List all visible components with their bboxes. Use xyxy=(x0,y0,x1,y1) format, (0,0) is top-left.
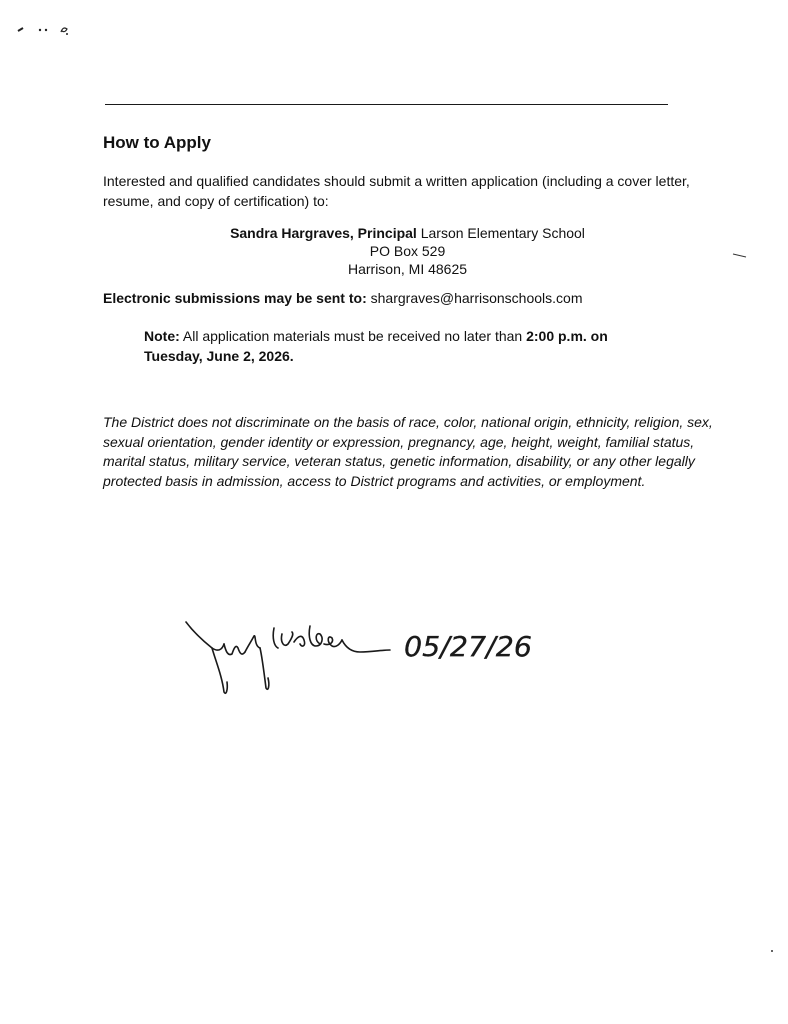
section-heading: How to Apply xyxy=(103,133,211,152)
handwritten-signature-and-date xyxy=(182,612,542,697)
submission-email: shargraves@harrisonschools.com xyxy=(370,290,583,306)
school-name: Larson Elementary School xyxy=(420,225,585,241)
note-text: All application materials must be received no later than xyxy=(182,328,523,344)
non-discrimination-statement: The District does not discriminate on the basis of race, color, national origin, ethnicity, religion, sex, sexual orientation, gender identity or expression, pregnancy, age, height, weight, familial status, marital status, military service, veteran status, genetic information, disability, or any other legally protected basis in admission, access to District programs and activities, or employment. xyxy=(103,414,713,489)
intro-paragraph: Interested and qualified candidates should submit a written application (including a cover letter, resume, and copy of certification) to: xyxy=(103,173,690,209)
scan-artifact-dot xyxy=(771,950,773,952)
electronic-submission-line xyxy=(103,290,583,306)
scan-artifact-dash xyxy=(732,252,748,258)
deadline-note xyxy=(144,326,664,366)
signature-scribble xyxy=(186,622,390,693)
scan-artifact-marks xyxy=(16,22,76,36)
address-line-1 xyxy=(180,224,635,242)
electronic-submission-label: Electronic submissions may be sent to: xyxy=(103,290,367,306)
signature-date: 05/27/26 xyxy=(404,630,532,663)
address-city-state-zip: Harrison, MI 48625 xyxy=(347,261,468,277)
contact-name-title: Sandra Hargraves, Principal xyxy=(230,225,417,241)
mailing-address xyxy=(180,224,635,278)
horizontal-rule xyxy=(105,104,668,105)
note-deadline: 2:00 p.m. on Tuesday, June 2, 2026. xyxy=(144,328,608,364)
note-label: Note: xyxy=(144,328,180,344)
address-po-box: PO Box 529 xyxy=(369,243,446,259)
